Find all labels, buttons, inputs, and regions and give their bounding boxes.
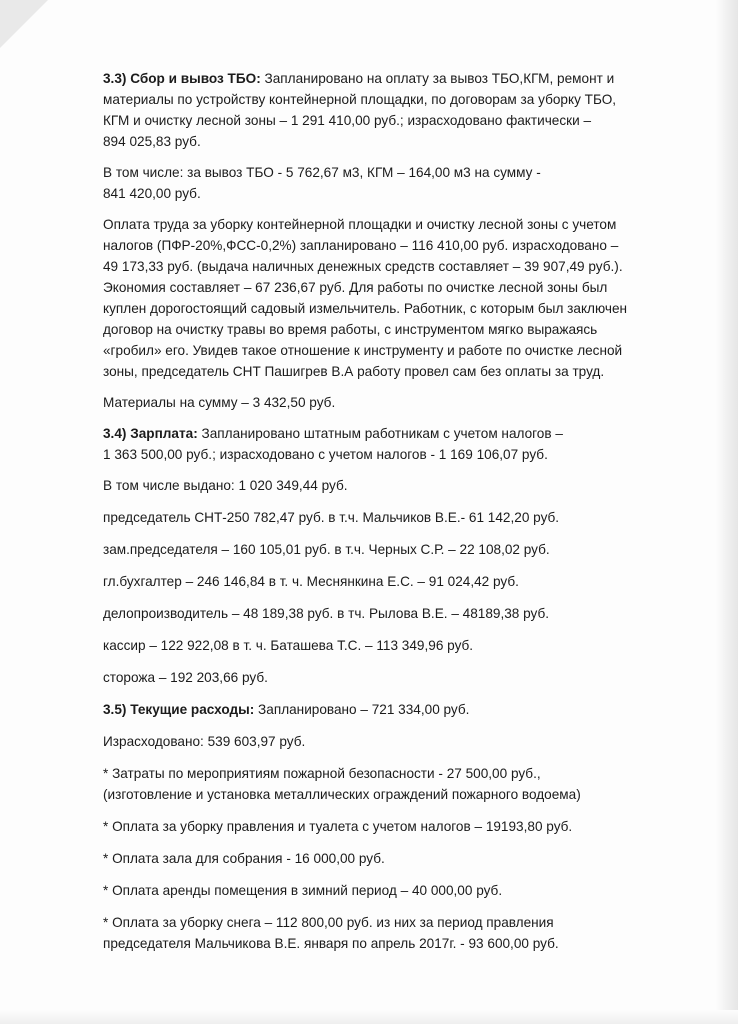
text-line: материалы по устройству контейнерной площадки, по договорам за уборку ТБО, [103, 92, 617, 107]
cleaning-item: * Оплата за уборку правления и туалета с учетом налогов – 19193,80 руб. [103, 819, 573, 834]
document-page [103, 68, 675, 964]
section-3-4-heading: 3.4) Зарплата: [103, 426, 198, 441]
hall-item: * Оплата зала для собрания - 16 000,00 руб. [103, 851, 385, 866]
section-3-5-paragraph [103, 699, 675, 720]
text-line: Запланировано штатным работникам с учетом налогов – [197, 426, 563, 441]
tbo-volume-paragraph [103, 162, 675, 204]
text-line: «гробил» его. Увидев такое отношение к инструменту и работе по очистке лесной [103, 343, 623, 358]
section-3-3-heading: 3.3) Сбор и вывоз ТБО: [103, 71, 261, 86]
spent-line: Израсходовано: 539 603,97 руб. [103, 734, 306, 749]
snow-item [103, 912, 675, 954]
text-line: 1 363 500,00 руб.; израсходовано с учетом налогов - 1 169 106,07 руб. [103, 447, 548, 462]
salary-item: сторожа – 192 203,66 руб. [103, 670, 268, 685]
text-line: председателя Мальчикова В.Е. января по апрель 2017г. - 93 600,00 руб. [103, 936, 559, 951]
text-line: Оплата труда за уборку контейнерной площадки и очистку лесной зоны с учетом [103, 217, 617, 232]
text-line: КГМ и очистку лесной зоны – 1 291 410,00 руб.; израсходовано фактически – [103, 113, 592, 128]
text-line: Запланировано на оплату за вывоз ТБО,КГМ, ремонт и [260, 71, 615, 86]
salary-item: гл.бухгалтер – 246 146,84 в т. ч. Меснянкина Е.С. – 91 024,42 руб. [103, 574, 519, 589]
salary-item: председатель СНТ-250 782,47 руб. в т.ч. Мальчиков В.Е.- 61 142,20 руб. [103, 510, 560, 525]
salary-item: кассир – 122 922,08 в т. ч. Баташева Т.С. – 113 349,96 руб. [103, 638, 474, 653]
text-line: договор на очистку травы во время работы, с инструментом мягко выражаясь [103, 322, 598, 337]
text-line: 49 173,33 руб. (выдача наличных денежных средств составляет – 39 907,49 руб.). [103, 259, 623, 274]
section-3-4-paragraph [103, 423, 675, 465]
section-3-3-paragraph [103, 68, 675, 152]
labor-paragraph [103, 214, 675, 382]
salary-item: делопроизводитель – 48 189,38 руб. в тч. Рылова В.Е. – 48189,38 руб. [103, 606, 550, 621]
text-line: (изготовление и установка металлических ограждений пожарного водоема) [103, 787, 581, 802]
text-line: В том числе: за вывоз ТБО - 5 762,67 м3, КГМ – 164,00 м3 на сумму - [103, 165, 541, 180]
text-line: Экономия составляет – 67 236,67 руб. Для работы по очистке лесной зоны был [103, 280, 608, 295]
materials-line: Материалы на сумму – 3 432,50 руб. [103, 395, 336, 410]
text-line: зоны, председатель СНТ Пашигрев В.А работу провел сам без оплаты за труд. [103, 364, 605, 379]
fire-safety-item [103, 763, 675, 805]
text-line: куплен дорогостоящий садовый измельчитель. Работник, с которым был заключен [103, 301, 628, 316]
scan-right-edge [716, 0, 738, 1024]
text-line: * Затраты по мероприятиям пожарной безопасности - 27 500,00 руб., [103, 766, 541, 781]
text-line: Запланировано – 721 334,00 руб. [254, 702, 470, 717]
text-line: 894 025,83 руб. [103, 134, 201, 149]
issued-line: В том числе выдано: 1 020 349,44 руб. [103, 478, 348, 493]
text-line: 841 420,00 руб. [103, 186, 201, 201]
scan-bottom-edge [0, 1010, 738, 1024]
text-line: * Оплата за уборку снега – 112 800,00 руб. из них за период правления [103, 915, 554, 930]
salary-item: зам.председателя – 160 105,01 руб. в т.ч. Черных С.Р. – 22 108,02 руб. [103, 542, 550, 557]
text-line: налогов (ПФР-20%,ФСС-0,2%) запланировано – 116 410,00 руб. израсходовано – [103, 238, 619, 253]
rent-item: * Оплата аренды помещения в зимний период – 40 000,00 руб. [103, 883, 503, 898]
section-3-5-heading: 3.5) Текущие расходы: [103, 702, 255, 717]
scan-folded-corner [0, 0, 48, 48]
